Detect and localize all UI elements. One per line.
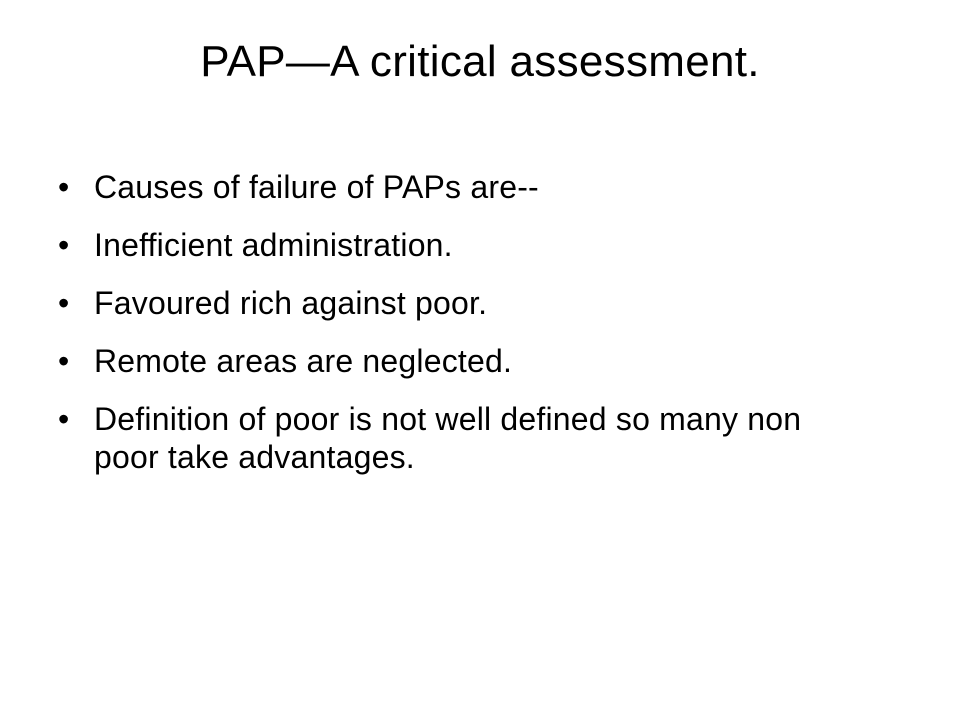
bullet-dot-icon: • (58, 285, 70, 321)
bullet-list (58, 168, 858, 496)
bullet-text: Causes of failure of PAPs are-- (94, 169, 539, 205)
bullet-dot-icon: • (58, 227, 70, 263)
slide-title: PAP—A critical assessment. (200, 37, 760, 86)
bullet-text: Definition of poor is not well defined so many non poor take advantages. (94, 401, 802, 475)
bullet-item (58, 168, 858, 206)
bullet-item (58, 400, 858, 476)
bullet-item (58, 226, 858, 264)
bullet-dot-icon: • (58, 343, 70, 379)
bullet-item (58, 342, 858, 380)
bullet-dot-icon: • (58, 401, 70, 437)
bullet-text: Remote areas are neglected. (94, 343, 513, 379)
bullet-text: Favoured rich against poor. (94, 285, 488, 321)
bullet-text: Inefficient administration. (94, 227, 453, 263)
bullet-dot-icon: • (58, 169, 70, 205)
bullet-item (58, 284, 858, 322)
